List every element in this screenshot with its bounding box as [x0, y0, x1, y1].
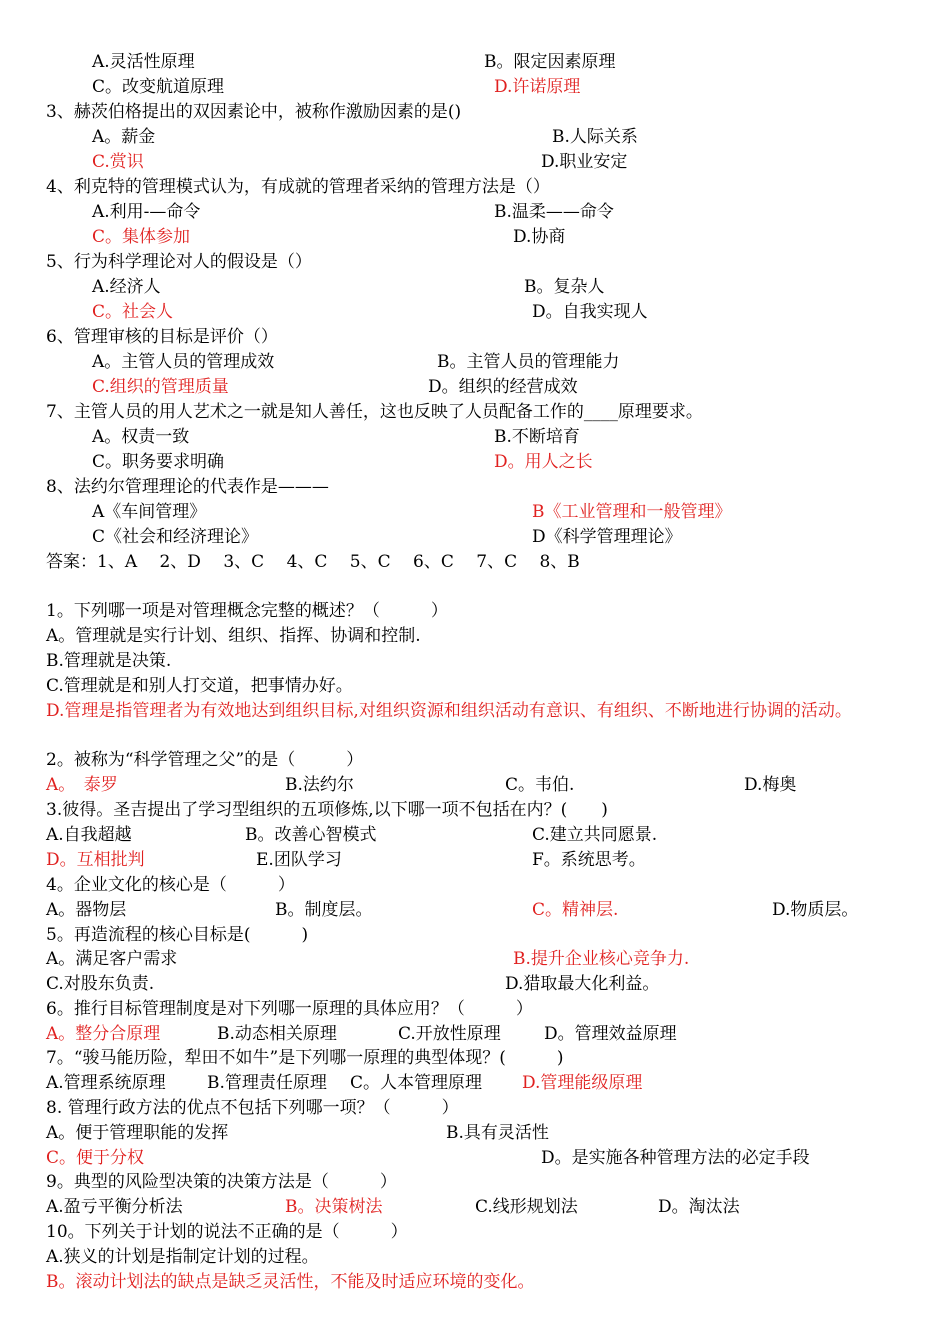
p1-q4-option-c: C。集体参加 [92, 227, 191, 247]
p2-q8-option-d: D。是实施各种管理方法的必定手段 [541, 1148, 810, 1168]
p2-q2-option-b: B.法约尔 [285, 775, 354, 795]
p2-q3-option-a: A.自我超越 [46, 825, 132, 845]
p2-q7-option-a: A.管理系统原理 [46, 1073, 166, 1093]
p2-q9-option-a: A.盈亏平衡分析法 [46, 1197, 183, 1217]
p2-q3-stem: 3.彼得。圣吉提出了学习型组织的五项修炼,以下哪一项不包括在内？( ) [46, 800, 608, 820]
p2-q5-option-c: C.对股东负责. [46, 974, 155, 994]
p2-q7-option-d: D.管理能级原理 [522, 1073, 643, 1093]
p2-q8-option-b: B.具有灵活性 [446, 1123, 549, 1143]
p2-q7-option-b: B.管理责任原理 [207, 1073, 327, 1093]
p2-q5-stem: 5。再造流程的核心目标是( ) [46, 925, 309, 945]
p2-q4-option-d: D.物质层。 [772, 900, 859, 920]
p2-q7-stem: 7。“骏马能历险，犁田不如牛”是下列哪一原理的典型体现？( ) [46, 1048, 564, 1068]
p2-q5-option-a: A。满足客户需求 [46, 949, 178, 969]
p1-q4-option-b: B.温柔——命令 [494, 202, 614, 222]
p2-q9-option-c: C.线形规划法 [475, 1197, 578, 1217]
p1-q8-option-c: C《社会和经济理论》 [92, 527, 259, 547]
p1-q7-stem: 7、主管人员的用人艺术之一就是知人善任，这也反映了人员配备工作的____原理要求。 [46, 402, 703, 422]
p2-q9-stem: 9。典型的风险型决策的决策方法是（ ） [46, 1172, 397, 1192]
p2-q2-option-a: A。 泰罗 [46, 775, 118, 795]
p2-q10-option-a: A.狭义的计划是指制定计划的过程。 [46, 1247, 319, 1267]
p1-q7-option-a: A。权责一致 [92, 427, 190, 447]
p2-q4-stem: 4。企业文化的核心是（ ） [46, 875, 295, 895]
p2-q3-option-c: C.建立共同愿景. [532, 825, 658, 845]
p1-q3-stem: 3、赫茨伯格提出的双因素论中，被称作激励因素的是() [46, 102, 462, 122]
p1-q7-option-c: C。职务要求明确 [92, 452, 225, 472]
p1-q3-option-d: D.职业安定 [541, 152, 628, 172]
p2-q2-stem: 2。被称为“科学管理之父”的是（ ） [46, 750, 364, 770]
p2-q3-option-d: D。互相批判 [46, 850, 145, 870]
p1-q5-option-b: B。复杂人 [524, 277, 605, 297]
p2-q10-stem: 10。下列关于计划的说法不正确的是（ ） [46, 1222, 408, 1242]
p1-q5-option-a: A.经济人 [92, 277, 161, 297]
p2-q6-option-b: B.动态相关原理 [217, 1024, 337, 1044]
p1-q6-option-c: C.组织的管理质量 [92, 377, 229, 397]
p1-q7-option-d: D。用人之长 [494, 452, 593, 472]
p1-answer-key: 答案：1、A 2、D 3、C 4、C 5、C 6、C 7、C 8、B [46, 552, 580, 572]
p2-q3-option-e: E.团队学习 [256, 850, 342, 870]
p1-q6-option-a: A。主管人员的管理成效 [92, 352, 275, 372]
p1-q8-option-b: B《工业管理和一般管理》 [532, 502, 732, 522]
p2-q6-option-c: C.开放性原理 [398, 1024, 501, 1044]
p2-q6-stem: 6。推行目标管理制度是对下列哪一原理的具体应用？（ ） [46, 999, 533, 1019]
p2-q6-option-d: D。管理效益原理 [544, 1024, 677, 1044]
p1-q5-option-d: D。自我实现人 [532, 302, 648, 322]
p2-q5-option-d: D.猎取最大化利益。 [505, 974, 660, 994]
p2-q4-option-a: A。器物层 [46, 900, 127, 920]
p2-q1-stem: 1。下列哪一项是对管理概念完整的概述？（ ） [46, 601, 448, 621]
p1-q8-stem: 8、法约尔管理理论的代表作是——— [46, 477, 329, 497]
p2-q8-option-c: C。便于分权 [46, 1148, 145, 1168]
p2-q8-stem: 8. 管理行政方法的优点不包括下列哪一项？（ ） [46, 1098, 459, 1118]
p1-q6-stem: 6、管理审核的目标是评价（） [46, 327, 278, 347]
p1-q2-option-d: D.许诺原理 [494, 77, 581, 97]
p2-q2-option-d: D.梅奥 [744, 775, 797, 795]
p2-q1-option-b: B.管理就是决策. [46, 651, 172, 671]
p1-q4-option-a: A.利用-—命令 [92, 202, 201, 222]
p1-q2-option-b: B。限定因素原理 [484, 52, 616, 72]
p1-q3-option-b: B.人际关系 [552, 127, 638, 147]
p1-q3-option-c: C.赏识 [92, 152, 144, 172]
p2-q5-option-b: B.提升企业核心竞争力. [513, 949, 690, 969]
p1-q4-option-d: D.协商 [513, 227, 566, 247]
p1-q4-stem: 4、利克特的管理模式认为，有成就的管理者采纳的管理方法是（） [46, 177, 550, 197]
p2-q9-option-b: B。决策树法 [285, 1197, 383, 1217]
p2-q9-option-d: D。淘汰法 [658, 1197, 740, 1217]
p1-q5-stem: 5、行为科学理论对人的假设是（） [46, 252, 312, 272]
p2-q4-option-b: B。制度层。 [275, 900, 373, 920]
p2-q1-option-a: A。管理就是实行计划、组织、指挥、协调和控制. [46, 626, 421, 646]
p1-q6-option-b: B。主管人员的管理能力 [437, 352, 620, 372]
p1-q3-option-a: A。薪金 [92, 127, 156, 147]
p1-q2-option-c: C。改变航道原理 [92, 77, 225, 97]
p1-q2-option-a: A.灵活性原理 [92, 52, 195, 72]
p2-q3-option-b: B。改善心智模式 [245, 825, 377, 845]
p2-q10-option-b: B。滚动计划法的缺点是缺乏灵活性，不能及时适应环境的变化。 [46, 1272, 535, 1292]
p1-q6-option-d: D。组织的经营成效 [428, 377, 578, 397]
p2-q1-option-d: D.管理是指管理者为有效地达到组织目标,对组织资源和组织活动有意识、有组织、不断地进行协调的活动。 [46, 701, 852, 721]
p2-q1-option-c: C.管理就是和别人打交道，把事情办好。 [46, 676, 353, 696]
p2-q7-option-c: C。人本管理原理 [350, 1073, 483, 1093]
p2-q2-option-c: C。韦伯. [505, 775, 575, 795]
p2-q8-option-a: A。便于管理职能的发挥 [46, 1123, 229, 1143]
p1-q8-option-a: A《车间管理》 [92, 502, 207, 522]
p2-q4-option-c: C。精神层. [532, 900, 619, 920]
p1-q5-option-c: C。社会人 [92, 302, 174, 322]
p2-q3-option-f: F。系统思考。 [532, 850, 646, 870]
p1-q7-option-b: B.不断培育 [494, 427, 580, 447]
p2-q6-option-a: A。整分合原理 [46, 1024, 161, 1044]
p1-q8-option-d: D《科学管理理论》 [532, 527, 682, 547]
